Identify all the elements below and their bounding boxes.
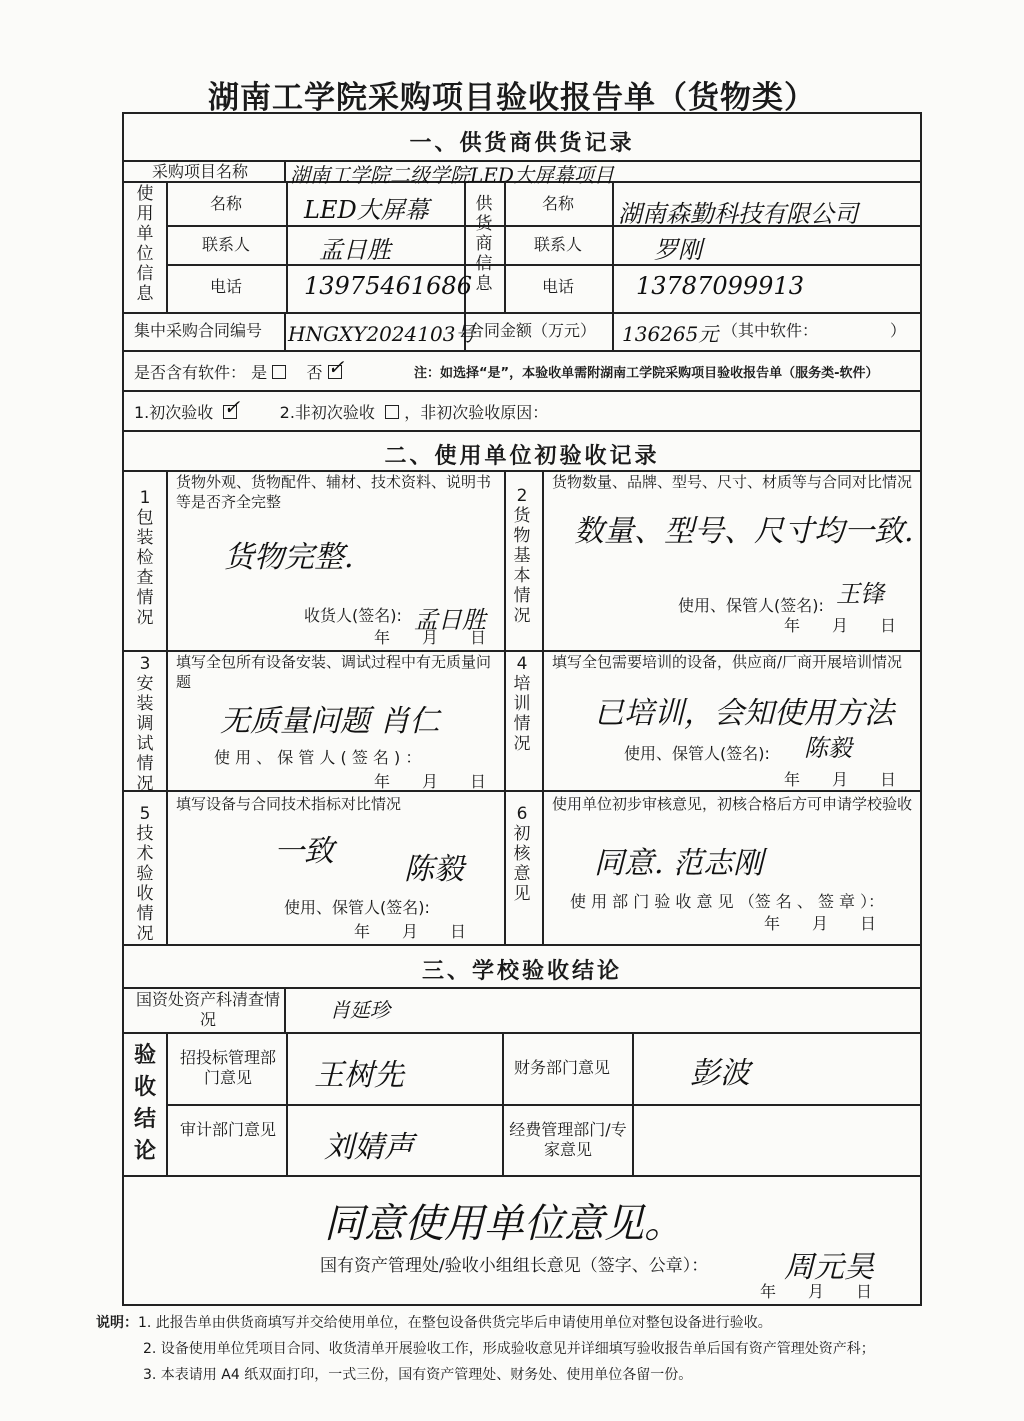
custodian-signature: 陈毅 <box>404 852 464 887</box>
final-opinion-signature: 周元昊 <box>784 1250 874 1285</box>
custodian-sign-label: 使用、保管人(签名): <box>284 898 430 917</box>
install-debug-label: 3安装调试情况 <box>136 654 154 794</box>
software-question-row <box>134 355 358 383</box>
user-phone-label: 电话 <box>210 277 243 296</box>
date-line: 年 月 日 <box>784 616 897 635</box>
custodian-sign-label: 使用、保管人(签名): <box>678 596 824 615</box>
audit-dept-label: 审计部门意见 <box>179 1120 276 1139</box>
rule <box>284 987 286 1032</box>
tech-acceptance-handwriting: 一致 <box>274 834 334 869</box>
date-line: 年 月 日 <box>784 770 897 789</box>
initial-review-desc: 使用单位初步审核意见，初核合格后方可申请学校验收 <box>552 795 913 813</box>
finance-dept-signature: 彭波 <box>690 1056 750 1091</box>
initial-review-handwriting: 同意. 范志刚 <box>594 846 764 881</box>
rule <box>124 1175 920 1177</box>
note-2: 2. 设备使用单位凭项目合同、收货清单开展验收工作，形成验收意见并详细填写验收报告单后国有资产管理处资产科； <box>143 1341 875 1357</box>
software-no-label: 否 <box>306 363 323 382</box>
contract-amount-label: 合同金额（万元） <box>468 321 597 340</box>
rule <box>284 160 286 181</box>
rule <box>124 1032 920 1034</box>
rule <box>124 944 920 946</box>
finance-dept-label: 财务部门意见 <box>514 1058 611 1077</box>
rule <box>124 790 920 792</box>
receiver-sign-label: 收货人(签名): <box>304 606 402 625</box>
bidding-dept-signature: 王树先 <box>314 1058 404 1093</box>
rule <box>124 987 920 989</box>
contract-no-value: HNGXY2024103号 <box>288 322 476 346</box>
supplier-phone-label: 电话 <box>542 277 575 296</box>
user-name-label: 名称 <box>210 194 243 213</box>
training-handwriting: 已培训，会知使用方法 <box>594 696 894 731</box>
note-1-text: 1. 此报告单由供货商填写并交给使用单位，在整包设备供货完毕后申请使用单位对整包设备进行验收。 <box>138 1315 772 1331</box>
dept-sign-label: 使 用 部 门 验 收 意 见 （签 名 、 签 章 ）： <box>570 892 885 911</box>
date-line: 年 月 日 <box>760 1282 873 1301</box>
receiver-signature: 孟日胜 <box>414 606 486 634</box>
supplier-contact-label: 联系人 <box>534 235 583 254</box>
software-yes-checkbox[interactable] <box>272 365 286 379</box>
final-opinion-label: 国有资产管理处/验收小组组长意见（签字、公章）： <box>320 1256 709 1276</box>
rule <box>166 1032 168 1175</box>
user-name-value: LED大屏幕 <box>304 196 429 224</box>
date-line: 年 月 日 <box>374 628 487 647</box>
packing-check-desc: 货物外观、货物配件、辅材、技术资料、说明书等是否齐全完整 <box>176 473 492 511</box>
rule <box>124 390 920 392</box>
install-debug-desc: 填写全包所有设备安装、调试过程中有无质量问题 <box>176 653 492 691</box>
audit-dept-signature: 刘婧声 <box>324 1130 414 1165</box>
rule <box>166 1104 920 1106</box>
rule <box>124 312 920 314</box>
section-title-initial: 二、使用单位初验收记录 <box>384 444 660 469</box>
rule <box>286 1032 288 1175</box>
first-acceptance-label: 1.初次验收 <box>134 403 214 422</box>
note-1 <box>96 1310 875 1336</box>
funding-dept-label: 经费管理部门/专家意见 <box>509 1120 627 1159</box>
rule <box>284 312 286 350</box>
rule <box>542 470 544 944</box>
contract-amount-value: 136265元 <box>622 322 719 346</box>
project-name-label: 采购项目名称 <box>152 162 249 181</box>
note-3: 3. 本表请用 A4 纸双面打印，一式三份，国有资产管理处、财务处、使用单位各留一份。 <box>143 1367 693 1383</box>
rule <box>166 470 168 944</box>
rule <box>124 350 920 352</box>
rule <box>502 1032 504 1175</box>
supplier-contact-value: 罗刚 <box>654 236 702 264</box>
user-unit-label: 使用单位信息 <box>136 184 154 304</box>
supplier-name-value: 湖南森勤科技有限公司 <box>618 200 858 228</box>
date-line: 年 月 日 <box>354 922 467 941</box>
supplier-phone-value: 13787099913 <box>636 272 804 300</box>
report-form <box>122 112 922 1306</box>
custodian-sign-label: 使 用 、 保 管 人 ( 签 名 ) ： <box>214 748 422 767</box>
inspection-type-row <box>134 395 549 423</box>
assets-check-label: 国资处资产科清查情况 <box>135 990 280 1029</box>
packing-check-label: 1包装检查情况 <box>136 488 154 628</box>
user-contact-value: 孟日胜 <box>319 236 391 264</box>
initial-review-label: 6初核意见 <box>513 804 531 904</box>
date-line: 年 月 日 <box>374 772 487 791</box>
rule <box>504 470 506 944</box>
conclusion-label: 验收结论 <box>133 1043 156 1164</box>
rule <box>166 264 920 266</box>
software-no-checkmark: ✓ <box>327 355 345 379</box>
rule <box>504 181 506 312</box>
custodian-sign-label: 使用、保管人(签名): <box>624 744 770 763</box>
notes <box>96 1310 875 1388</box>
user-contact-label: 联系人 <box>202 235 251 254</box>
non-first-acceptance-label: 2.非初次验收 <box>279 403 375 422</box>
training-desc: 填写全包需要培训的设备，供应商/厂商开展培训情况 <box>552 653 903 671</box>
bidding-dept-label: 招投标管理部门意见 <box>179 1048 276 1087</box>
goods-basic-desc: 货物数量、品牌、型号、尺寸、材质等与合同对比情况 <box>552 473 913 491</box>
assets-check-handwriting: 肖延珍 <box>330 998 390 1022</box>
rule <box>286 181 288 312</box>
software-part-label: （其中软件： ） <box>722 321 907 340</box>
tech-acceptance-desc: 填写设备与合同技术指标对比情况 <box>176 795 402 813</box>
project-name-value: 湖南工学院二级学院LED大屏幕项目 <box>290 163 614 187</box>
rule <box>612 181 614 312</box>
goods-basic-label: 2货物基本情况 <box>513 486 531 626</box>
rule <box>166 181 168 312</box>
section-title-supplier: 一、供货商供货记录 <box>409 131 635 156</box>
supplier-name-label: 名称 <box>542 194 575 213</box>
section-title-school: 三、学校验收结论 <box>421 959 622 984</box>
supplier-label: 供货商信息 <box>475 194 493 294</box>
rule <box>632 1032 634 1175</box>
goods-basic-handwriting: 数量、型号、尺寸均一致. <box>574 514 914 549</box>
packing-check-handwriting: 货物完整. <box>224 540 354 575</box>
software-note: 注：如选择“是”，本验收单需附湖南工学院采购项目验收报告单（服务类-软件） <box>414 366 879 381</box>
date-line: 年 月 日 <box>764 914 877 933</box>
non-first-reason-label: ，非初次验收原因： <box>404 403 549 422</box>
notes-label: 说明： <box>96 1315 138 1331</box>
user-phone-value: 13975461686 <box>304 272 472 300</box>
tech-acceptance-label: 5技术验收情况 <box>136 804 154 944</box>
custodian-signature: 陈毅 <box>804 734 852 762</box>
contract-no-label: 集中采购合同编号 <box>134 321 263 340</box>
training-label: 4培训情况 <box>513 654 531 754</box>
rule <box>124 430 920 432</box>
custodian-signature: 王锋 <box>836 580 884 608</box>
software-question: 是否含有软件： 是 <box>134 363 268 382</box>
final-opinion-handwriting: 同意使用单位意见。 <box>324 1201 684 1247</box>
non-first-acceptance-checkbox[interactable] <box>385 405 399 419</box>
first-acceptance-checkmark: ✓ <box>223 395 241 419</box>
document-title: 湖南工学院采购项目验收报告单（货物类） <box>208 80 816 116</box>
install-debug-handwriting: 无质量问题 肖仁 <box>220 704 440 739</box>
rule <box>612 312 614 350</box>
